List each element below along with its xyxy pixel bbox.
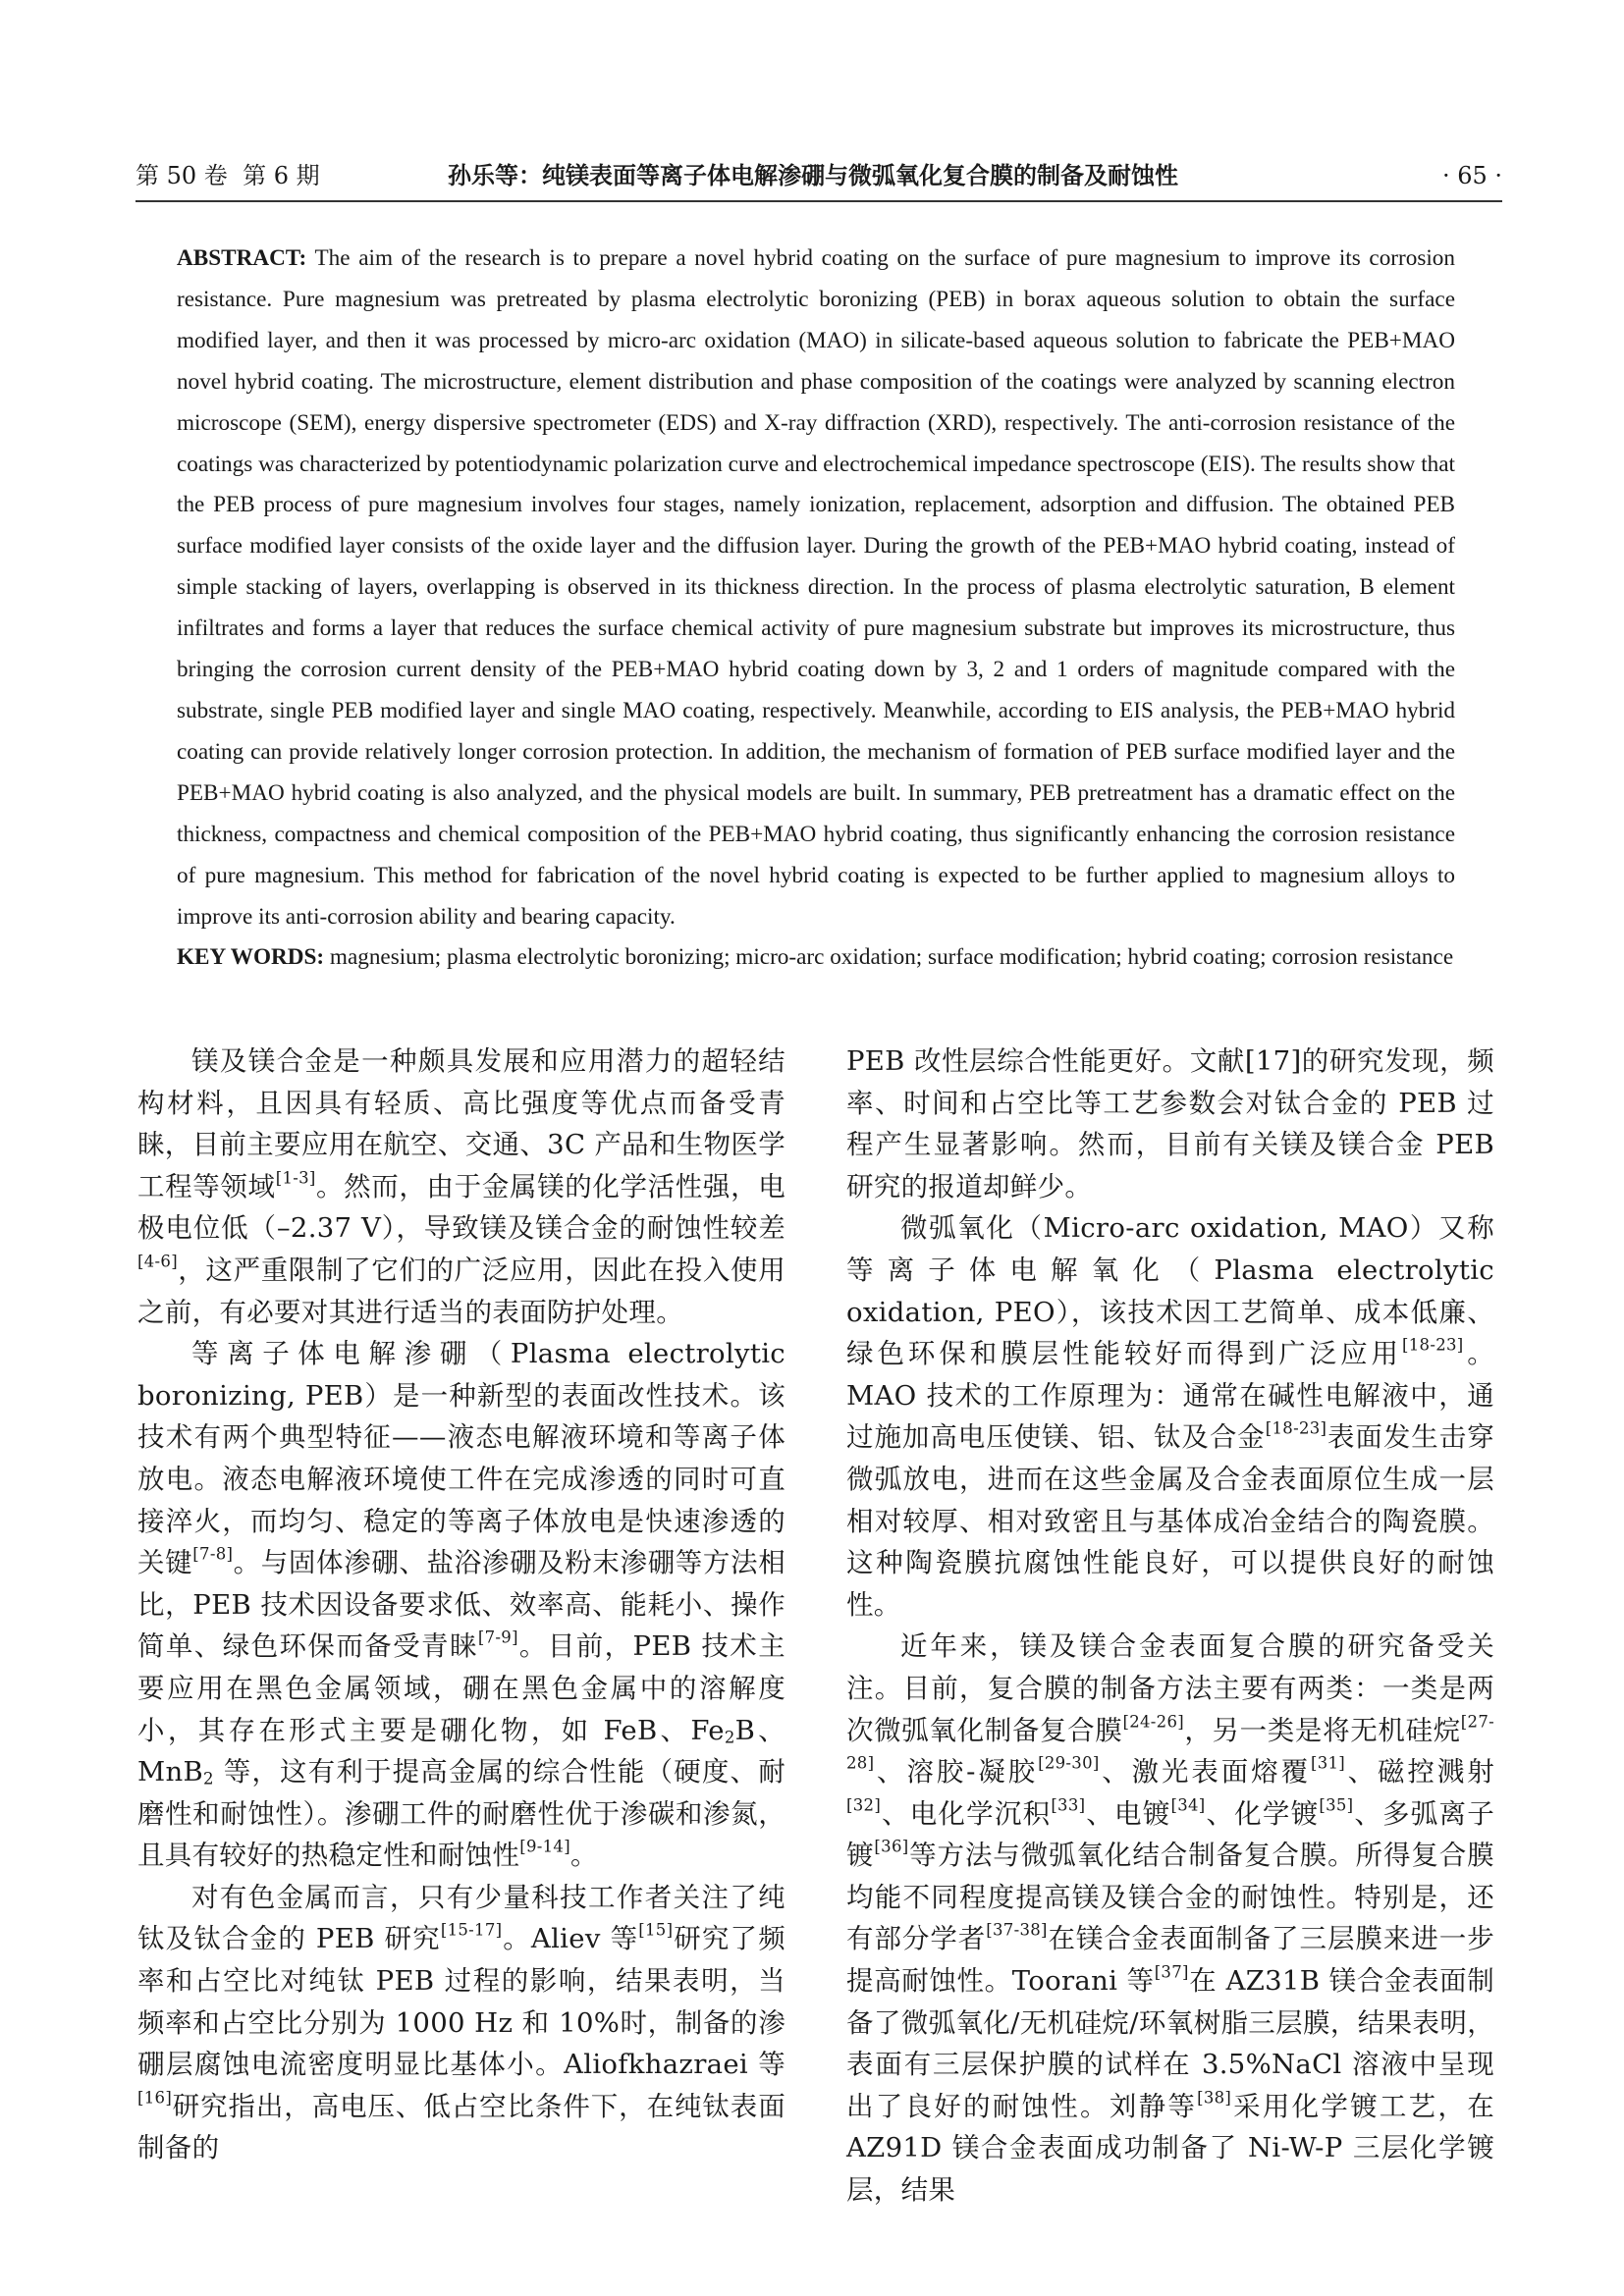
volume-label: 第 50 卷	[135, 162, 228, 189]
text-run: 等离子体电解渗硼（Plasma electrolytic boronizing, PEB）是一种新型的表面改性技术。该技术有两个典型特征——液态电解液环境和等离子体放电。液态电解液环境使工件在完成渗透的同时可直接淬火，而均匀、稳定的等离子体放电是快速渗透的关键	[137, 1338, 785, 1579]
citation: [33]	[1051, 1795, 1086, 1815]
citation: [7-8]	[192, 1544, 234, 1564]
abstract-text: The aim of the research is to prepare a novel hybrid coating on the surface of pure magnesium to improve its corrosion resistance. Pure magnesium was pretreated by plasma electrolytic boronizing (PEB) in borax aqueous solution to obtain the surface modified layer, and then it was processed by micro-arc oxidation (MAO) in silicate-based aqueous solution to fabricate the PEB+MAO novel hybrid coating. The microstructure, element distribution and phase composition of the coatings were analyzed by scanning electron microscope (SEM), energy dispersive spectrometer (EDS) and X-ray diffraction (XRD), respectively. The anti-corrosion resistance of the coatings was characterized by potentiodynamic polarization curve and electrochemical impedance spectroscope (EIS). The results show that the PEB process of pure magnesium involves four stages, namely ionization, replacement, adsorption and diffusion. The obtained PEB surface modified layer consists of the oxide layer and the diffusion layer. During the growth of the PEB+MAO hybrid coating, instead of simple stacking of layers, overlapping is observed in its thickness direction. In the process of plasma electrolytic saturation, B element infiltrates and forms a layer that reduces the surface chemical activity of pure magnesium substrate but improves its microstructure, thus bringing the corrosion current density of the PEB+MAO hybrid coating down by 3, 2 and 1 orders of magnitude compared with the substrate, single PEB modified layer and single MAO coating, respectively. Meanwhile, according to EIS analysis, the PEB+MAO hybrid coating can provide relatively longer corrosion protection. In addition, the mechanism of formation of PEB surface modified layer and the PEB+MAO hybrid coating is also analyzed, and the physical models are built. In summary, PEB pretreatment has a dramatic effect on the thickness, compactness and chemical composition of the PEB+MAO hybrid coating, thus significantly enhancing the corrosion resistance of pure magnesium. This method for fabrication of the novel hybrid coating is expected to be further applied to magnesium alloys to improve its anti-corrosion ability and bearing capacity.	[177, 245, 1455, 930]
journal-volume-issue	[135, 155, 320, 196]
citation: [29-30]	[1038, 1753, 1100, 1773]
text-run: 。Aliev 等	[502, 1923, 639, 1955]
body-paragraph-2	[137, 1333, 785, 1877]
text-run: 近年来，镁及镁合金表面复合膜的研究备受关注。目前，复合膜的制备方法主要有两类：一类是两次微弧氧化制备复合膜	[846, 1630, 1494, 1746]
body-paragraph-4	[846, 1041, 1494, 1207]
page-number: · 65 ·	[1441, 162, 1502, 189]
text-run: 。与固体渗硼、盐浴渗硼及粉末渗硼等方法相比，PEB 技术因设备要求低、效率高、能耗小、操作简单、绿色环保而备受青睐	[137, 1547, 785, 1663]
citation: [18-23]	[1402, 1335, 1464, 1355]
text-run: ，这严重限制了它们的广泛应用，因此在投入使用之前，有必要对其进行适当的表面防护处理。	[137, 1254, 785, 1328]
text-run: 在 AZ31B 镁合金表面制备了微弧氧化/无机硅烷/环氧树脂三层膜，结果表明，表面有三层保护膜的试样在 3.5%NaCl 溶液中呈现出了良好的耐蚀性。刘静等	[846, 1965, 1495, 2122]
text-run: 镁及镁合金是一种颇具发展和应用潜力的超轻结构材料，且因具有轻质、高比强度等优点而备受青睐，目前主要应用在航空、交通、3C 产品和生物医学工程等领域	[137, 1045, 785, 1202]
text-run: 、化学镀	[1205, 1797, 1320, 1830]
text-run: 表面发生击穿微弧放电，进而在这些金属及合金表面原位生成一层相对较厚、相对致密且与基体成冶金结合的陶瓷膜。这种陶瓷膜抗腐蚀性能良好，可以提供良好的耐蚀性。	[846, 1421, 1494, 1621]
citation: [16]	[137, 2088, 173, 2108]
citation: [27-28]	[846, 1712, 1495, 1773]
citation: [15]	[638, 1921, 674, 1941]
keywords-text: magnesium; plasma electrolytic boronizing; micro-arc oxidation; surface modification; hybrid coating; corrosion resistance	[329, 944, 1454, 971]
citation: [32]	[846, 1795, 882, 1815]
abstract-label: ABSTRACT:	[177, 245, 307, 271]
abstract-block	[177, 239, 1455, 979]
text-run: B、MnB	[137, 1714, 785, 1789]
text-run: 对有色金属而言，只有少量科技工作者关注了纯钛及钛合金的 PEB 研究	[137, 1881, 785, 1955]
body-paragraph-1	[137, 1041, 785, 1333]
text-run: 、电化学沉积	[881, 1797, 1052, 1830]
citation: [36]	[874, 1837, 909, 1856]
running-header	[135, 155, 1502, 196]
keywords-paragraph	[177, 937, 1455, 979]
citation: [1-3]	[275, 1168, 316, 1188]
citation: [4-6]	[137, 1252, 178, 1271]
text-run: 研究了频率和占空比对纯钛 PEB 过程的影响，结果表明，当频率和占空比分别为 1000 Hz 和 10%时，制备的渗硼层腐蚀电流密度明显比基体小。Aliofkhazraei 等	[137, 1923, 786, 2081]
text-run: 、多弧离子镀	[846, 1797, 1495, 1872]
text-run: 。目前，PEB 技术主要应用在黑色金属领域，硼在黑色金属中的溶解度小，其存在形式主要是硼化物，如 FeB、Fe	[137, 1630, 785, 1746]
citation: [15-17]	[440, 1921, 503, 1941]
text-run: ，另一类是将无机硅烷	[1184, 1714, 1461, 1746]
running-title: 孙乐等：纯镁表面等离子体电解渗硼与微弧氧化复合膜的制备及耐蚀性	[448, 162, 1178, 189]
text-run: 、电镀	[1085, 1797, 1171, 1830]
citation: [37-38]	[986, 1921, 1048, 1941]
text-run: PEB 改性层综合性能更好。文献[17]的研究发现，频率、时间和占空比等工艺参数会对钛合金的 PEB 过程产生显著影响。然而，目前有关镁及镁合金 PEB 研究的报道却鲜少。	[846, 1045, 1494, 1202]
text-run: 。	[569, 1840, 598, 1872]
keywords-label: KEY WORDS:	[177, 944, 325, 971]
citation: [35]	[1319, 1795, 1354, 1815]
subscript: 2	[724, 1727, 735, 1746]
citation: [37]	[1154, 1962, 1189, 1982]
citation: [24-26]	[1122, 1712, 1184, 1732]
text-run: 、激光表面熔覆	[1099, 1756, 1311, 1789]
citation: [18-23]	[1265, 1418, 1327, 1438]
issue-label: 第 6 期	[243, 162, 320, 189]
text-run: 、溶胶-凝胶	[874, 1756, 1039, 1789]
text-run: 、磁控溅射	[1345, 1756, 1495, 1789]
abstract-paragraph	[177, 239, 1455, 937]
text-run: 。然而，由于金属镁的化学活性强，电极电位低（–2.37 V），导致镁及镁合金的耐蚀性较差	[137, 1170, 786, 1245]
subscript: 2	[202, 1769, 214, 1789]
text-run: 等方法与微弧氧化结合制备复合膜。所得复合膜均能不同程度提高镁及镁合金的耐蚀性。特别是，还有部分学者	[846, 1840, 1494, 1955]
citation: [7-9]	[477, 1628, 518, 1647]
text-run: 。MAO 技术的工作原理为：通常在碱性电解液中，通过施加高电压使镁、铝、钛及合金	[846, 1338, 1494, 1454]
citation: [31]	[1310, 1753, 1346, 1773]
body-column-right	[846, 1041, 1494, 2212]
citation: [34]	[1170, 1795, 1206, 1815]
citation: [9-14]	[519, 1837, 570, 1856]
text-run: 微弧氧化（Micro-arc oxidation, MAO）又称等离子体电解氧化（Plasma electrolytic oxidation, PEO），该技术因工艺简单、成本低廉、绿色环保和膜层性能较好而得到广泛应用	[846, 1212, 1494, 1370]
body-paragraph-3	[137, 1877, 785, 2169]
text-run: 研究指出，高电压、低占空比条件下，在纯钛表面制备的	[137, 2090, 785, 2164]
body-column-left	[137, 1041, 785, 2169]
citation: [38]	[1197, 2088, 1232, 2108]
text-run: 等，这有利于提高金属的综合性能（硬度、耐磨性和耐蚀性）。渗硼工件的耐磨性优于渗碳和渗氮，且具有较好的热稳定性和耐蚀性	[137, 1756, 785, 1872]
text-run: 在镁合金表面制备了三层膜来进一步提高耐蚀性。Toorani 等	[846, 1923, 1494, 1998]
text-run: 采用化学镀工艺，在 AZ91D 镁合金表面成功制备了 Ni-W-P 三层化学镀层，结果	[846, 2090, 1494, 2207]
body-paragraph-6	[846, 1626, 1494, 2211]
body-paragraph-5	[846, 1207, 1494, 1626]
header-rule	[135, 200, 1502, 202]
